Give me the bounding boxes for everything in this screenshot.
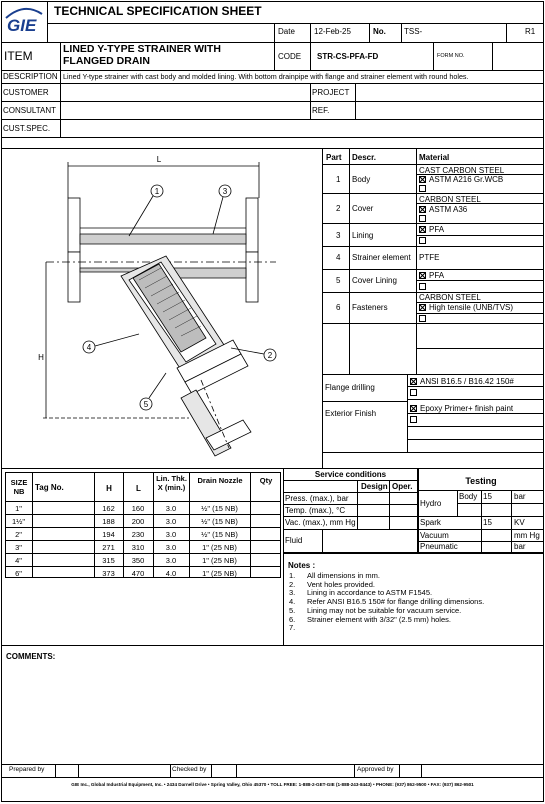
note-1-number: 1. — [289, 571, 296, 580]
size-row-1-nb: 1" — [15, 504, 22, 513]
part-5-check-1[interactable] — [419, 272, 426, 279]
testing-body: Body — [459, 492, 478, 501]
part-6-check-2[interactable] — [419, 315, 426, 322]
part-2-material-1: CARBON STEEL — [419, 195, 481, 204]
finish-check-2[interactable] — [410, 416, 417, 423]
part-3-num: 3 — [336, 231, 341, 240]
parts-header-descr: Descr. — [352, 153, 377, 162]
part-1-descr: Body — [352, 175, 371, 184]
testing-pneumatic: Pneumatic — [420, 542, 458, 551]
size-row-5-drain: 1" (25 NB) — [202, 556, 237, 565]
prepared-label: Prepared by — [9, 766, 45, 773]
testing-spark-unit: KV — [514, 518, 525, 527]
size-row-1-h: 162 — [102, 504, 115, 513]
form-label: FORM NO. — [437, 53, 465, 59]
part-2-material-2: ASTM A36 — [429, 205, 468, 214]
service-fluid: Fluid — [285, 536, 303, 545]
strainer-drawing — [1, 148, 323, 468]
code-value: STR-CS-PFA-FD — [317, 52, 379, 61]
testing-vacuum-unit: mm Hg — [514, 531, 540, 540]
part-4-material: PTFE — [419, 253, 440, 262]
flange-value: ANSI B16.5 / B16.42 150# — [420, 377, 514, 386]
size-row-6-nb: 6" — [15, 569, 22, 578]
part-1-material-2: ASTM A216 Gr.WCB — [429, 175, 504, 184]
no-label: No. — [373, 27, 386, 36]
revision: R1 — [525, 27, 536, 36]
testing-body-val: 15 — [483, 492, 492, 501]
note-1: All dimensions in mm. — [307, 571, 380, 580]
part-5-check-2[interactable] — [419, 283, 426, 290]
size-row-1-drain: ½" (15 NB) — [201, 504, 238, 513]
date-value: 12-Feb-25 — [314, 27, 351, 36]
part-2-check-1[interactable] — [419, 206, 426, 213]
date-label: Date — [278, 27, 295, 36]
size-row-1-l: 160 — [131, 504, 145, 513]
testing-vacuum: Vacuum — [420, 531, 449, 540]
part-3-check-1[interactable] — [419, 226, 426, 233]
note-6-number: 6. — [289, 614, 296, 624]
part-6-num: 6 — [336, 303, 341, 312]
no-value: TSS- — [404, 27, 423, 36]
size-row-6-lin: 4.0 — [165, 569, 177, 578]
parts-header-part: Part — [326, 153, 342, 162]
size-row-4-lin: 3.0 — [165, 543, 177, 552]
note-3-number: 3. — [289, 588, 296, 598]
size-row-3-lin: 3.0 — [165, 530, 177, 539]
size-header-h: H — [106, 484, 112, 493]
flange-check[interactable] — [410, 378, 417, 385]
size-header-tag: Tag No. — [35, 483, 64, 492]
testing-title: Testing — [465, 476, 497, 486]
service-press: Press. (max.), bar — [285, 494, 349, 503]
part-2-descr: Cover — [352, 204, 374, 213]
item-title: LINED Y-TYPE STRAINER WITH FLANGED DRAIN — [63, 43, 221, 67]
company-footer: GIE Inc., Global Industrial Equipment, Inc. • 2434 Darnell Drive • Spring Valley, Ohio 45370 • TOLL FREE: 1-888-2-GET-GIE (1-888-243-8443) • PHONE: (937) 862-9500 • FAX: (937) 862-9501 — [71, 782, 474, 787]
item-label: ITEM — [4, 49, 33, 63]
ref-label: REF. — [312, 106, 330, 115]
testing-spark: Spark — [420, 518, 441, 527]
service-title: Service conditions — [314, 470, 387, 479]
approved-label: Approved by — [357, 766, 394, 773]
part-6-check-1[interactable] — [419, 304, 426, 311]
size-header-lin: Lin. Thk. X (min.) — [156, 474, 187, 492]
size-row-3-nb: 2" — [15, 530, 22, 539]
testing-hydro: Hydro — [420, 499, 442, 508]
service-design: Design — [361, 482, 388, 491]
comments-label: COMMENTS: — [6, 652, 56, 661]
callout-5: 5 — [143, 400, 149, 409]
size-row-2-h: 188 — [102, 517, 115, 526]
finish-label: Exterior Finish — [325, 409, 377, 418]
part-3-check-2[interactable] — [419, 237, 426, 244]
size-row-6-l: 470 — [131, 569, 145, 578]
size-header-l: L — [136, 484, 141, 493]
sheet-title: TECHNICAL SPECIFICATION SHEET — [54, 4, 262, 18]
size-row-2-l: 200 — [131, 517, 145, 526]
logo-mark — [4, 4, 44, 36]
callout-2: 2 — [267, 351, 273, 360]
size-row-6-drain: 1" (25 NB) — [202, 569, 237, 578]
callout-1: 1 — [154, 187, 160, 196]
size-row-1-lin: 3.0 — [165, 504, 177, 513]
custspec-label: CUST.SPEC. — [3, 124, 51, 133]
flange-label: Flange drilling — [325, 383, 375, 392]
size-row-2-nb: 1½" — [11, 517, 26, 526]
svg-text:GIE: GIE — [7, 16, 37, 35]
note-6: Strainer element with 3/32" (2.5 mm) holes. — [307, 614, 451, 624]
logo — [4, 4, 44, 36]
size-row-5-nb: 4" — [15, 556, 22, 565]
part-5-num: 5 — [336, 276, 341, 285]
size-row-4-h: 271 — [102, 543, 115, 552]
note-5: Lining may not be suitable for vacuum service. — [307, 605, 462, 615]
service-vac: Vac. (max.), mm Hg — [285, 518, 356, 527]
note-2-number: 2. — [289, 579, 296, 589]
part-4-descr: Strainer element — [352, 253, 411, 262]
notes-title: Notes : — [288, 561, 316, 570]
part-5-material-2: PFA — [429, 271, 445, 280]
finish-value: Epoxy Primer+ finish paint — [420, 404, 514, 413]
part-2-check-2[interactable] — [419, 215, 426, 222]
part-3-material-2: PFA — [429, 225, 445, 234]
testing-body-unit: bar — [514, 492, 526, 501]
size-header-qty: Qty — [259, 476, 273, 485]
project-label: PROJECT — [312, 88, 350, 97]
size-header-drain: Drain Nozzle — [197, 476, 243, 485]
size-row-4-drain: 1" (25 NB) — [202, 543, 237, 552]
description-label: DESCRIPTION — [3, 72, 58, 81]
testing-pneumatic-unit: bar — [514, 542, 526, 551]
note-7-number: 7. — [289, 623, 296, 633]
dim-H-label: H — [38, 353, 44, 362]
size-row-3-h: 194 — [102, 530, 115, 539]
callout-3: 3 — [222, 187, 228, 196]
part-3-descr: Lining — [352, 231, 374, 240]
finish-check[interactable] — [410, 405, 417, 412]
customer-label: CUSTOMER — [3, 88, 49, 97]
flange-check-2[interactable] — [410, 389, 417, 396]
checked-label: Checked by — [172, 766, 207, 773]
part-1-check-1[interactable] — [419, 176, 426, 183]
note-5-number: 5. — [289, 605, 296, 615]
callout-4: 4 — [86, 343, 92, 352]
note-2: Vent holes provided. — [307, 579, 375, 589]
size-row-3-drain: ½" (15 NB) — [201, 530, 238, 539]
note-3: Lining in accordance to ASTM F1545. — [307, 588, 433, 598]
note-4-number: 4. — [289, 597, 296, 607]
size-row-5-l: 350 — [131, 556, 145, 565]
part-1-material-1: CAST CARBON STEEL — [419, 166, 505, 175]
description-value: Lined Y-type strainer with cast body and molded lining. With bottom drainpipe with flange and strainer element with round holes. — [63, 72, 469, 81]
part-6-material-1: CARBON STEEL — [419, 293, 481, 302]
consultant-label: CONSULTANT — [3, 106, 57, 115]
part-4-num: 4 — [336, 253, 341, 262]
service-temp: Temp. (max.), °C — [285, 506, 346, 515]
size-row-5-h: 315 — [102, 556, 115, 565]
size-header-nb: SIZE NB — [10, 478, 28, 496]
size-row-2-drain: ½" (15 NB) — [201, 517, 238, 526]
testing-spark-val: 15 — [483, 518, 492, 527]
part-6-material-2: High tensile (UNB/TVS) — [429, 303, 514, 312]
part-1-num: 1 — [336, 175, 341, 184]
service-oper: Oper. — [392, 482, 413, 491]
part-5-descr: Cover Lining — [352, 276, 397, 285]
part-1-check-2[interactable] — [419, 185, 426, 192]
size-row-5-lin: 3.0 — [165, 556, 177, 565]
note-4: Refer ANSI B16.5 150# for flange drilling dimensions. — [307, 597, 485, 607]
part-6-descr: Fasteners — [352, 303, 388, 312]
size-row-4-l: 310 — [131, 543, 145, 552]
size-row-6-h: 373 — [102, 569, 115, 578]
part-2-num: 2 — [336, 204, 341, 213]
size-row-4-nb: 3" — [15, 543, 22, 552]
parts-header-material: Material — [419, 153, 450, 162]
size-row-3-l: 230 — [131, 530, 145, 539]
code-label: CODE — [278, 52, 302, 61]
dim-L-label: L — [156, 155, 162, 164]
size-row-2-lin: 3.0 — [165, 517, 177, 526]
